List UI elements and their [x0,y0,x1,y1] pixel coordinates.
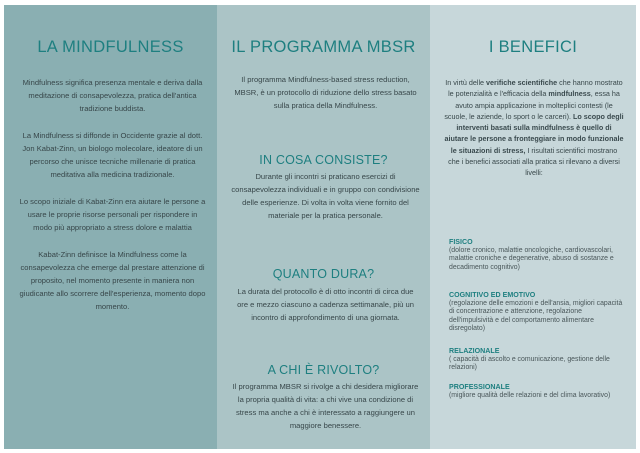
benefit-item [449,347,628,373]
col1-paragraph: Lo scopo iniziale di Kabat-Zinn era aiutare le persone a usare le proprie risorse personali per rispondere in modo più appropriato a stress dolore e malattia [19,197,206,232]
col1-paragraph: Kabat-Zinn definisce la Mindfulness come la consapevolezza che emerge dal prestare attenzione di proposito, nel momento presente in maniera non giudicante allo scorrere dell'esperienza, momento dopo momento. [19,250,206,311]
section-heading: QUANTO DURA? [272,267,375,281]
col1-paragraph: Mindfulness significa presenza mentale e deriva dalla meditazione di consapevolezza, pratica dell'antica tradizione buddista. [22,78,203,113]
section-heading: A CHI È RIVOLTO? [267,363,380,377]
panel-mindfulness [4,5,217,449]
col3-intro [444,77,624,179]
emphasis-text: mindfulness [548,89,591,99]
benefit-heading: RELAZIONALE [449,347,500,355]
benefit-heading: PROFESSIONALE [449,383,510,391]
col2-intro [231,73,420,112]
col1-body [18,76,207,313]
section-heading: IN COSA CONSISTE? [259,153,388,167]
benefit-text: (regolazione delle emozioni e dell'ansia, migliori capacità di concentrazione e attenzione, regolazione dell'impulsività e del comportamento alimentare disregolato) [449,299,623,333]
section-text: Durante gli incontri si praticano esercizi di consapevolezza individuali e in gruppo con condivisione delle esperienze. Di volta in volta viene fornito del materiale per la pratica personale. [231,172,420,220]
benefit-heading: COGNITIVO ED EMOTIVO [449,291,536,299]
panel-benefici [430,5,636,449]
benefit-text: (migliore qualità delle relazioni e del clima lavorativo) [449,391,611,399]
col2-title: IL PROGRAMMA MBSR [231,38,416,56]
col1-title: LA MINDFULNESS [37,38,184,56]
col2-intro-text: Il programma Mindfulness-based stress reduction, MBSR, è un protocollo di riduzione dello stress basato sulla pratica della Mindfulness. [234,75,417,110]
col3-title: I BENEFICI [488,38,578,56]
section-text-block [231,380,420,432]
emphasis-text: Lo scopo degli interventi basati sulla mindfulness è quello di aiutare le persone a fronteggiare in modo funzionale le situazioni di stress, [444,111,624,155]
emphasis-text: verifiche scientifiche [486,78,558,87]
col1-paragraph: La Mindfulness si diffonde in Occidente grazie al dott. Jon Kabat-Zinn, un biologo molecolare, ideatore di un percorso che unisce tecniche millenarie di pratica meditativa alla medicina tradizionale. [22,131,203,179]
section-text-block [231,170,420,222]
benefit-item [449,238,628,272]
section-text: La durata del protocollo è di otto incontri di circa due ore e mezzo ciascuno a cadenza settimanale, più un incontro di approfondimento di una giornata. [237,287,414,322]
section-text: Il programma MBSR si rivolge a chi desidera migliorare la propria qualità di vita: a chi vive una condizione di stress ma anche a chi è interessato a raggiungere un maggiore benessere. [232,382,419,430]
section-text-block [231,285,420,324]
benefit-text: ( capacità di ascolto e comunicazione, gestione delle relazioni) [449,355,610,372]
col3-intro-text: In virtù delle verifiche scientifiche che hanno mostrato le potenzialità e l'efficacia della mindfulness, essa ha avuto ampia applicazione in molteplici contesti (le scuole, le aziende, lo sport o le carceri). Lo scopo degli interventi basati sulla mindfulness è quello di aiutare le persone a fronteggiare in modo funzionale le situazioni di stress, I risultati scientifici mostrano che i benefici associati alla pratica si rilevano a diversi livelli: [444,78,624,178]
panel-mbsr [217,5,430,449]
benefit-heading: FISICO [449,238,473,246]
benefit-item [449,291,628,334]
benefit-text: (dolore cronico, malattie oncologiche, cardiovascolari, malattie croniche e degenerative, abuso di sostanze e decadimento cognitivo) [449,246,614,271]
brochure [4,5,636,449]
benefit-item [449,383,628,400]
